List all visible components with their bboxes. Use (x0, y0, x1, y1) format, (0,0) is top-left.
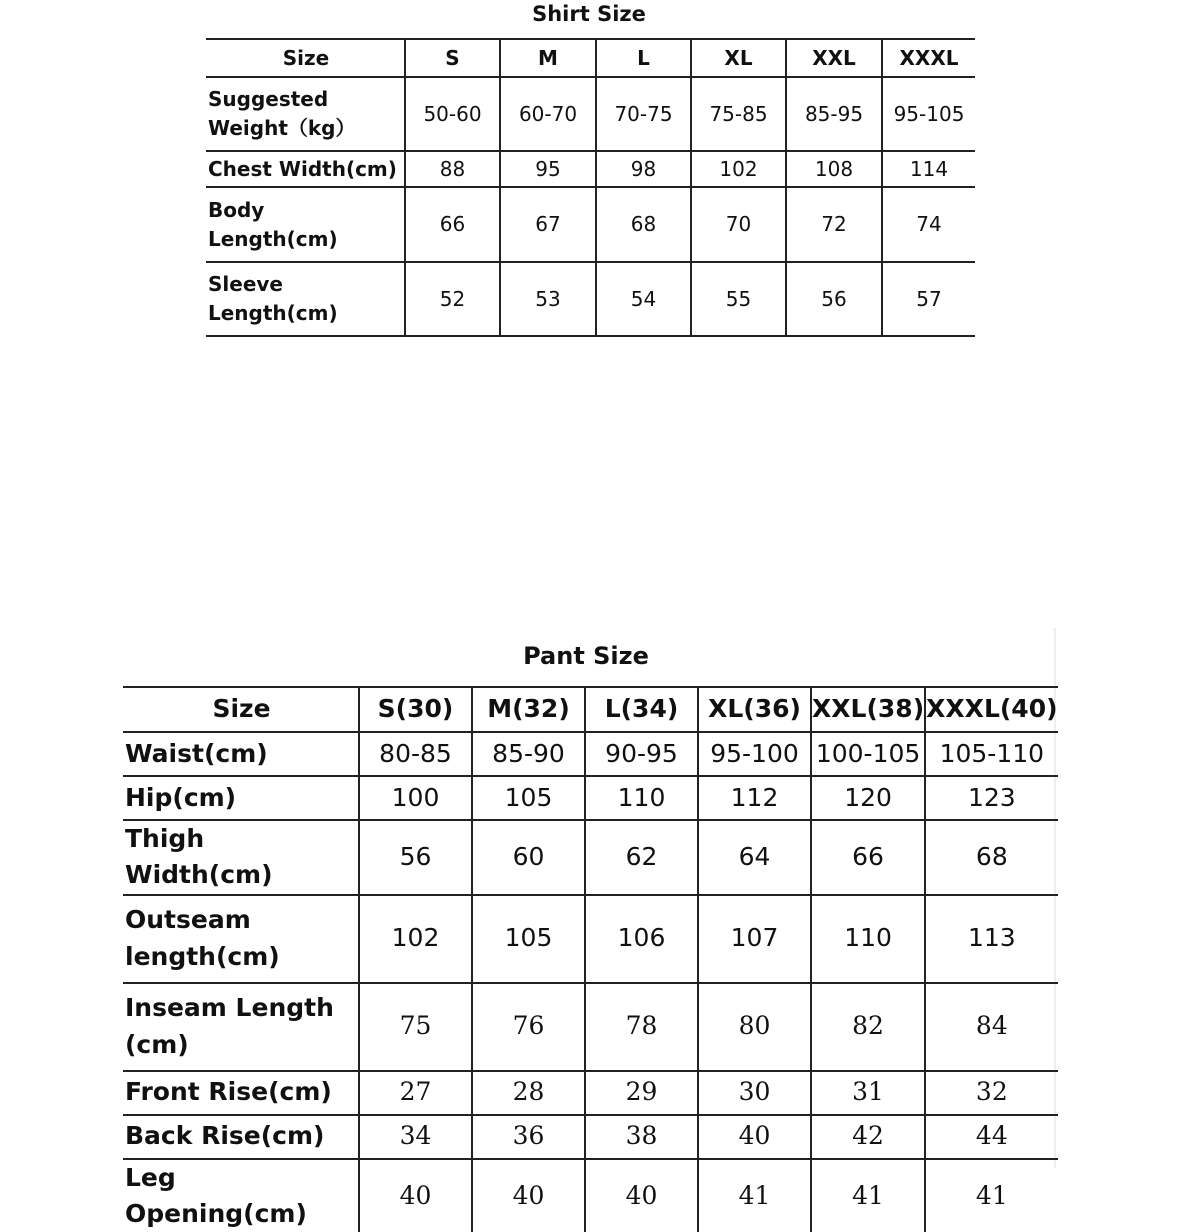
header-cell: M(32) (472, 687, 585, 732)
row-label: Front Rise(cm) (123, 1071, 359, 1115)
table-cell: 106 (585, 895, 698, 983)
table-cell: 100 (359, 776, 472, 820)
table-cell: 66 (811, 820, 925, 895)
table-cell: 64 (698, 820, 811, 895)
table-cell: 84 (925, 983, 1057, 1071)
header-cell: S(30) (359, 687, 472, 732)
table-cell: 76 (472, 983, 585, 1071)
table-cell: 78 (585, 983, 698, 1071)
row-label: Back Rise(cm) (123, 1115, 359, 1159)
table-row (123, 776, 1058, 820)
table-cell: 40 (472, 1159, 585, 1232)
header-cell: XXL (786, 39, 882, 77)
table-cell: 67 (500, 187, 596, 262)
table-cell: 40 (585, 1159, 698, 1232)
header-cell: Size (206, 39, 405, 77)
row-label-line: Body (208, 196, 404, 225)
table-cell: 105-110 (925, 732, 1057, 776)
table-cell: 40 (359, 1159, 472, 1232)
table-cell: 85-95 (786, 77, 882, 151)
table-cell: 95-100 (698, 732, 811, 776)
table-cell: 32 (925, 1071, 1057, 1115)
table-cell: 75-85 (691, 77, 786, 151)
row-label-line: Outseam (125, 902, 358, 938)
table-cell: 38 (585, 1115, 698, 1159)
row-label-line: length(cm) (125, 939, 358, 975)
table-cell: 29 (585, 1071, 698, 1115)
table-cell: 42 (811, 1115, 925, 1159)
row-label (206, 262, 405, 336)
table-cell: 74 (882, 187, 975, 262)
row-label: Leg Opening(cm) (123, 1159, 359, 1232)
table-cell: 110 (585, 776, 698, 820)
row-label: Chest Width(cm) (206, 151, 405, 187)
header-cell: XL(36) (698, 687, 811, 732)
table-cell: 60-70 (500, 77, 596, 151)
table-row (123, 1115, 1058, 1159)
table-cell: 56 (359, 820, 472, 895)
table-cell: 85-90 (472, 732, 585, 776)
row-label-line: (cm) (125, 1027, 358, 1063)
table-cell: 28 (472, 1071, 585, 1115)
shirt-size-title: Shirt Size (0, 2, 1178, 26)
table-cell: 50-60 (405, 77, 500, 151)
table-cell: 34 (359, 1115, 472, 1159)
table-cell: 70 (691, 187, 786, 262)
table-cell: 100-105 (811, 732, 925, 776)
header-cell: XXXL (882, 39, 975, 77)
table-row (123, 983, 1058, 1071)
table-cell: 110 (811, 895, 925, 983)
row-label-line: Inseam Length (125, 990, 358, 1026)
row-label (123, 895, 359, 983)
table-cell: 55 (691, 262, 786, 336)
row-label (123, 983, 359, 1071)
table-cell: 98 (596, 151, 691, 187)
shirt-header-row (206, 39, 975, 77)
table-cell: 82 (811, 983, 925, 1071)
table-cell: 72 (786, 187, 882, 262)
header-cell: M (500, 39, 596, 77)
table-cell: 123 (925, 776, 1057, 820)
table-cell: 68 (925, 820, 1057, 895)
table-cell: 107 (698, 895, 811, 983)
pant-size-table (123, 686, 1058, 1232)
table-cell: 60 (472, 820, 585, 895)
table-cell: 108 (786, 151, 882, 187)
table-cell: 95-105 (882, 77, 975, 151)
table-cell: 44 (925, 1115, 1057, 1159)
table-row (123, 1071, 1058, 1115)
table-cell: 113 (925, 895, 1057, 983)
row-label-line: Weight（kg） (208, 114, 404, 143)
table-cell: 95 (500, 151, 596, 187)
table-cell: 102 (691, 151, 786, 187)
table-cell: 36 (472, 1115, 585, 1159)
table-cell: 53 (500, 262, 596, 336)
row-label: Waist(cm) (123, 732, 359, 776)
header-cell: XL (691, 39, 786, 77)
table-cell: 112 (698, 776, 811, 820)
table-cell: 27 (359, 1071, 472, 1115)
table-cell: 62 (585, 820, 698, 895)
header-cell: L(34) (585, 687, 698, 732)
table-cell: 105 (472, 776, 585, 820)
table-row (206, 77, 975, 151)
header-cell: XXXL(40) (925, 687, 1057, 732)
table-cell: 40 (698, 1115, 811, 1159)
row-label: Thigh Width(cm) (123, 820, 359, 895)
table-row (123, 1159, 1058, 1232)
table-cell: 114 (882, 151, 975, 187)
table-cell: 57 (882, 262, 975, 336)
table-cell: 66 (405, 187, 500, 262)
table-cell: 30 (698, 1071, 811, 1115)
row-label-line: Length(cm) (208, 225, 404, 254)
table-cell: 68 (596, 187, 691, 262)
table-cell: 105 (472, 895, 585, 983)
table-cell: 75 (359, 983, 472, 1071)
table-cell: 90-95 (585, 732, 698, 776)
row-label: Hip(cm) (123, 776, 359, 820)
header-cell: XXL(38) (811, 687, 925, 732)
table-cell: 80-85 (359, 732, 472, 776)
table-cell: 70-75 (596, 77, 691, 151)
table-cell: 41 (811, 1159, 925, 1232)
row-label-line: Length(cm) (208, 299, 404, 328)
header-cell: L (596, 39, 691, 77)
table-cell: 56 (786, 262, 882, 336)
pant-size-title: Pant Size (0, 642, 1172, 670)
table-cell: 41 (925, 1159, 1057, 1232)
table-cell: 102 (359, 895, 472, 983)
table-cell: 41 (698, 1159, 811, 1232)
row-label (206, 187, 405, 262)
pant-header-row (123, 687, 1058, 732)
table-cell: 31 (811, 1071, 925, 1115)
table-row (123, 820, 1058, 895)
table-row (206, 262, 975, 336)
table-cell: 88 (405, 151, 500, 187)
header-cell: S (405, 39, 500, 77)
table-cell: 80 (698, 983, 811, 1071)
table-row (206, 151, 975, 187)
table-row (123, 732, 1058, 776)
shirt-size-table (206, 38, 975, 337)
row-label (206, 77, 405, 151)
table-cell: 120 (811, 776, 925, 820)
row-label-line: Suggested (208, 85, 404, 114)
header-cell: Size (123, 687, 359, 732)
table-row (123, 895, 1058, 983)
table-row (206, 187, 975, 262)
row-label-line: Sleeve (208, 270, 404, 299)
table-cell: 54 (596, 262, 691, 336)
table-cell: 52 (405, 262, 500, 336)
